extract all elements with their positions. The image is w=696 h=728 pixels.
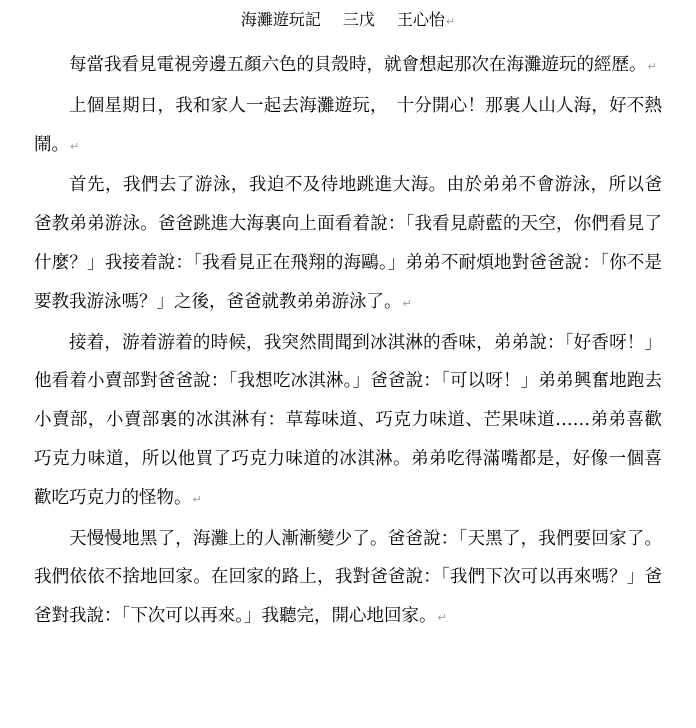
paragraph-text: 首先，我們去了游泳，我迫不及待地跳進大海。由於弟弟不會游泳，所以爸爸教弟弟游泳。爸爸跳進大海裏向上面看着說：「我看見蔚藍的天空，你們看見了什麼？」我接着說：「我看見正在飛翔的海鷗。」弟弟不耐煩地對爸爸說：「你不是要教我游泳嗎？」之後，爸爸就教弟弟游泳了。 xyxy=(34,175,662,312)
paragraph xyxy=(34,324,662,520)
class-name: 三戊 xyxy=(342,10,375,29)
essay-title: 海灘遊玩記 xyxy=(240,10,321,29)
paragraph xyxy=(34,87,662,167)
paragraph-text: 上個星期日，我和家人一起去海灘遊玩， 十分開心！那裏人山人海，好不熱鬧。 xyxy=(34,95,662,155)
paragraph xyxy=(34,166,662,323)
paragraph-text: 接着，游着游着的時候，我突然間聞到冰淇淋的香味，弟弟說：「好香呀！」他看着小賣部對爸爸說：「我想吃冰淇淋。」爸爸說：「可以呀！」弟弟興奮地跑去小賣部，小賣部裏的冰淇淋有：草莓味道、巧克力味道、芒果味道……弟弟喜歡巧克力味道，所以他買了巧克力味道的冰淇淋。弟弟吃得滿嘴都是，好像一個喜歡吃巧克力的怪物。 xyxy=(34,332,662,508)
paragraph xyxy=(34,520,662,638)
paragraph-mark-icon: ↵ xyxy=(437,611,447,625)
paragraph-mark-icon: ↵ xyxy=(445,15,456,28)
essay-body xyxy=(34,46,662,638)
paragraph-text: 天慢慢地黑了，海灘上的人漸漸變少了。爸爸說：「天黑了，我們要回家了。我們依依不捨地回家。在回家的路上，我對爸爸說：「我們下次可以再來嗎？」爸爸對我說：「下次可以再來。」我聽完，開心地回家。 xyxy=(34,528,662,627)
paragraph-mark-icon: ↵ xyxy=(192,492,202,506)
paragraph-mark-icon: ↵ xyxy=(70,139,80,153)
paragraph-mark-icon: ↵ xyxy=(647,60,657,73)
title-line xyxy=(0,8,696,34)
paragraph-text: 每當我看見電視旁邊五顏六色的貝殼時，就會想起那次在海灘遊玩的經歷。 xyxy=(69,55,647,75)
paragraph-mark-icon: ↵ xyxy=(402,296,412,310)
paragraph xyxy=(34,46,662,87)
author-name: 王心怡 xyxy=(396,10,445,29)
